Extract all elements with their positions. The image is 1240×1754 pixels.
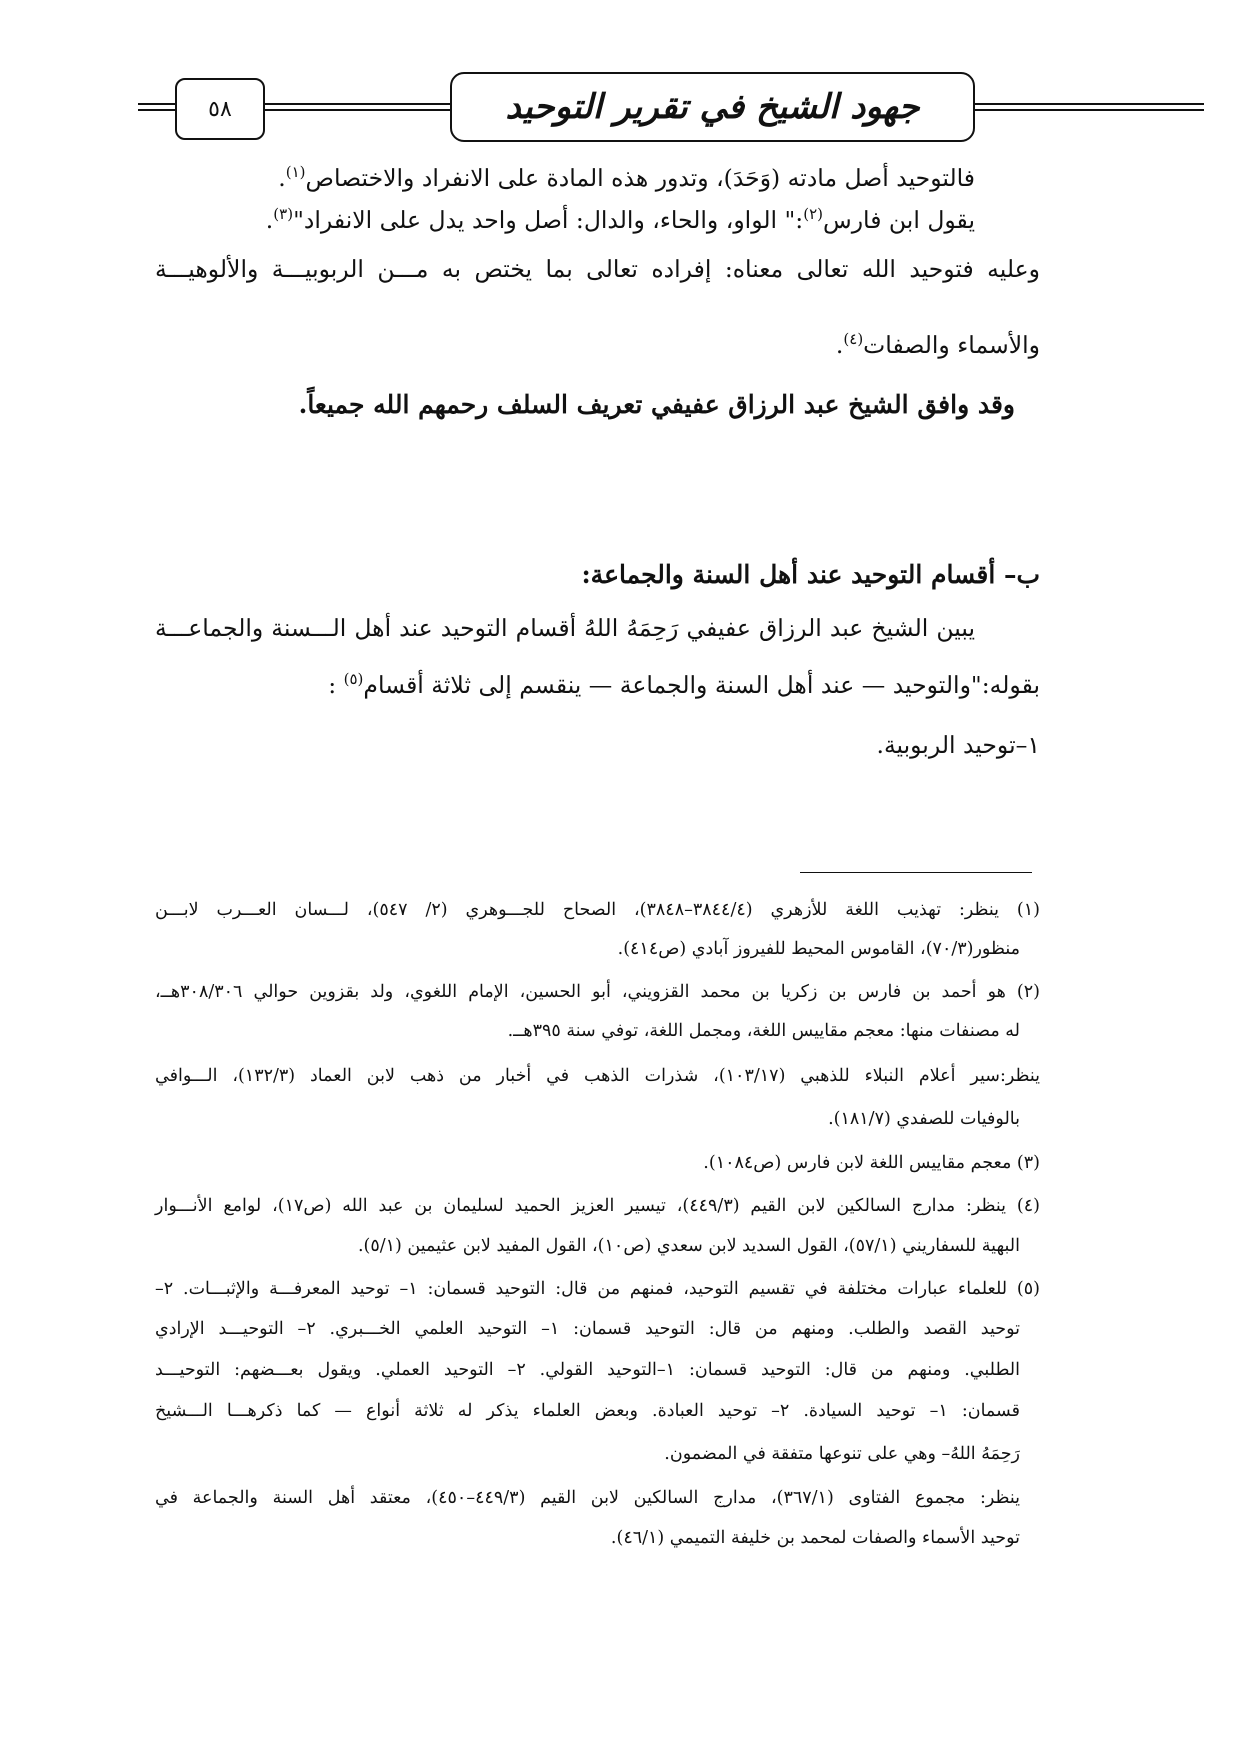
footnote-5-line-7: توحيد الأسماء والصفات لمحمد بن خليفة التميمي (٤٦/١). [610, 1528, 1020, 1548]
body-line-4 [836, 325, 1040, 365]
footnote-ref-1[interactable]: (١) [285, 163, 306, 182]
running-title: جهود الشيخ في تقرير التوحيد [450, 72, 975, 142]
header-rule-middle [263, 103, 453, 111]
body-line-5: يبين الشيخ عبد الرزاق عفيفي رَحِمَهُ اللهُ أقسام التوحيد عند أهل الـــسنة والجماعـــة [155, 614, 975, 642]
footnote-separator [800, 872, 1032, 873]
footnote-5-line-2: توحيد القصد والطلب. ومنهم من قال: التوحيد قسمان: ١– التوحيد العلمي الخـــبري. ٢– التوحيـــد الإرادي [155, 1319, 1020, 1339]
footnote-ref-5[interactable]: (٥) [343, 670, 364, 689]
footnote-4-line-2: البهية للسفاريني (٥٧/١)، القول السديد لابن سعدي (ص١٠)، القول المفيد لابن عثيمين (٥/١). [357, 1236, 1020, 1256]
body-text: بقوله:"والتوحيد — عند أهل السنة والجماعة — ينقسم إلى ثلاثة أقسام [363, 671, 1040, 699]
footnote-1-line-1: (١) ينظر: تهذيب اللغة للأزهري (٣٨٤٤/٤–٣٨٤٨)، الصحاح للجـــوهري (٢/ ٥٤٧)، لـــسان العـــرب لابـــن [155, 900, 1040, 920]
body-line-6 [328, 665, 1040, 705]
footnote-5-line-1: (٥) للعلماء عبارات مختلفة في تقسيم التوحيد، فمنهم من قال: التوحيد قسمان: ١– توحيد المعرفـــة والإثبـــات. ٢– [155, 1279, 1040, 1299]
footnote-2-line-4: بالوفيات للصفدي (١٨١/٧). [828, 1109, 1020, 1129]
footnote-5-line-6: ينظر: مجموع الفتاوى (٣٦٧/١)، مدارج السالكين لابن القيم (٤٤٩/٣–٤٥٠)، معتقد أهل السنة والجماعة في [155, 1488, 1021, 1508]
footnote-1-line-2: منظور(٧٠/٣)، القاموس المحيط للفيروز آبادي (ص٤١٤). [617, 939, 1020, 959]
footnote-4-line-1: (٤) ينظر: مدارج السالكين لابن القيم (٤٤٩/٣)، تيسير العزيز الحميد لسليمان بن عبد الله (ص١٧)، لوامع الأنـــوار [155, 1196, 1040, 1216]
body-line-3: وعليه فتوحيد الله تعالى معناه: إفراده تعالى بما يختص به مـــن الربوبيـــة والألوهيـــة [155, 255, 1040, 283]
body-text: : [328, 671, 344, 699]
body-line-2 [266, 200, 975, 240]
body-text: :" الواو، والحاء، والدال: أصل واحد يدل على الانفراد" [293, 206, 804, 234]
footnote-5-line-4: قسمان: ١– توحيد السيادة. ٢– توحيد العبادة. وبعض العلماء يذكر له ثلاثة أنواع — كما ذكرهـــا الـــشيخ [155, 1401, 1020, 1421]
list-item-1: ١–توحيد الربوبية. [876, 731, 1040, 759]
conclusion-sentence: وقد وافق الشيخ عبد الرزاق عفيفي تعريف السلف رحمهم الله جميعاً. [298, 390, 1015, 419]
footnote-2-line-3: ينظر:سير أعلام النبلاء للذهبي (١٠٣/١٧)، شذرات الذهب في أخبار من ذهب لابن العماد (١٣٢/٣)، الـــوافي [155, 1066, 1041, 1086]
body-text: . [265, 206, 274, 234]
header-rule-left [138, 103, 178, 111]
section-heading: ب– أقسام التوحيد عند أهل السنة والجماعة: [581, 560, 1040, 589]
page-number: ٥٨ [175, 78, 265, 140]
footnote-ref-4[interactable]: (٤) [843, 330, 864, 349]
footnote-2-line-2: له مصنفات منها: معجم مقاييس اللغة، ومجمل اللغة، توفي سنة ٣٩٥هــ. [507, 1021, 1020, 1041]
body-line-1 [278, 158, 975, 198]
footnote-3-line-1: (٣) معجم مقاييس اللغة لابن فارس (ص١٠٨٤). [703, 1153, 1040, 1173]
header-rule-right [972, 103, 1204, 111]
body-text: . [835, 331, 844, 359]
footnote-ref-3[interactable]: (٣) [273, 205, 294, 224]
body-text: والأسماء والصفات [863, 331, 1040, 359]
footnote-ref-2[interactable]: (٢) [803, 205, 824, 224]
body-text: . [278, 164, 286, 192]
body-text: يقول ابن فارس [823, 206, 975, 234]
body-text: فالتوحيد أصل مادته (وَحَدَ)، وتدور هذه المادة على الانفراد والاختصاص [305, 164, 975, 192]
footnote-5-line-3: الطلبي. ومنهم من قال: التوحيد قسمان: ١–التوحيد القولي. ٢– التوحيد العملي. ويقول بعـــضهم: التوحيـــد [155, 1360, 1021, 1380]
footnote-5-line-5: رَحِمَهُ اللهُ– وهي على تنوعها متفقة في المضمون. [664, 1444, 1020, 1464]
footnote-2-line-1: (٢) هو أحمد بن فارس بن زكريا بن محمد القزويني، أبو الحسين، الإمام اللغوي، ولد بقزوين حوالي ٣٠٨/٣٠٦هــ، [155, 982, 1040, 1002]
